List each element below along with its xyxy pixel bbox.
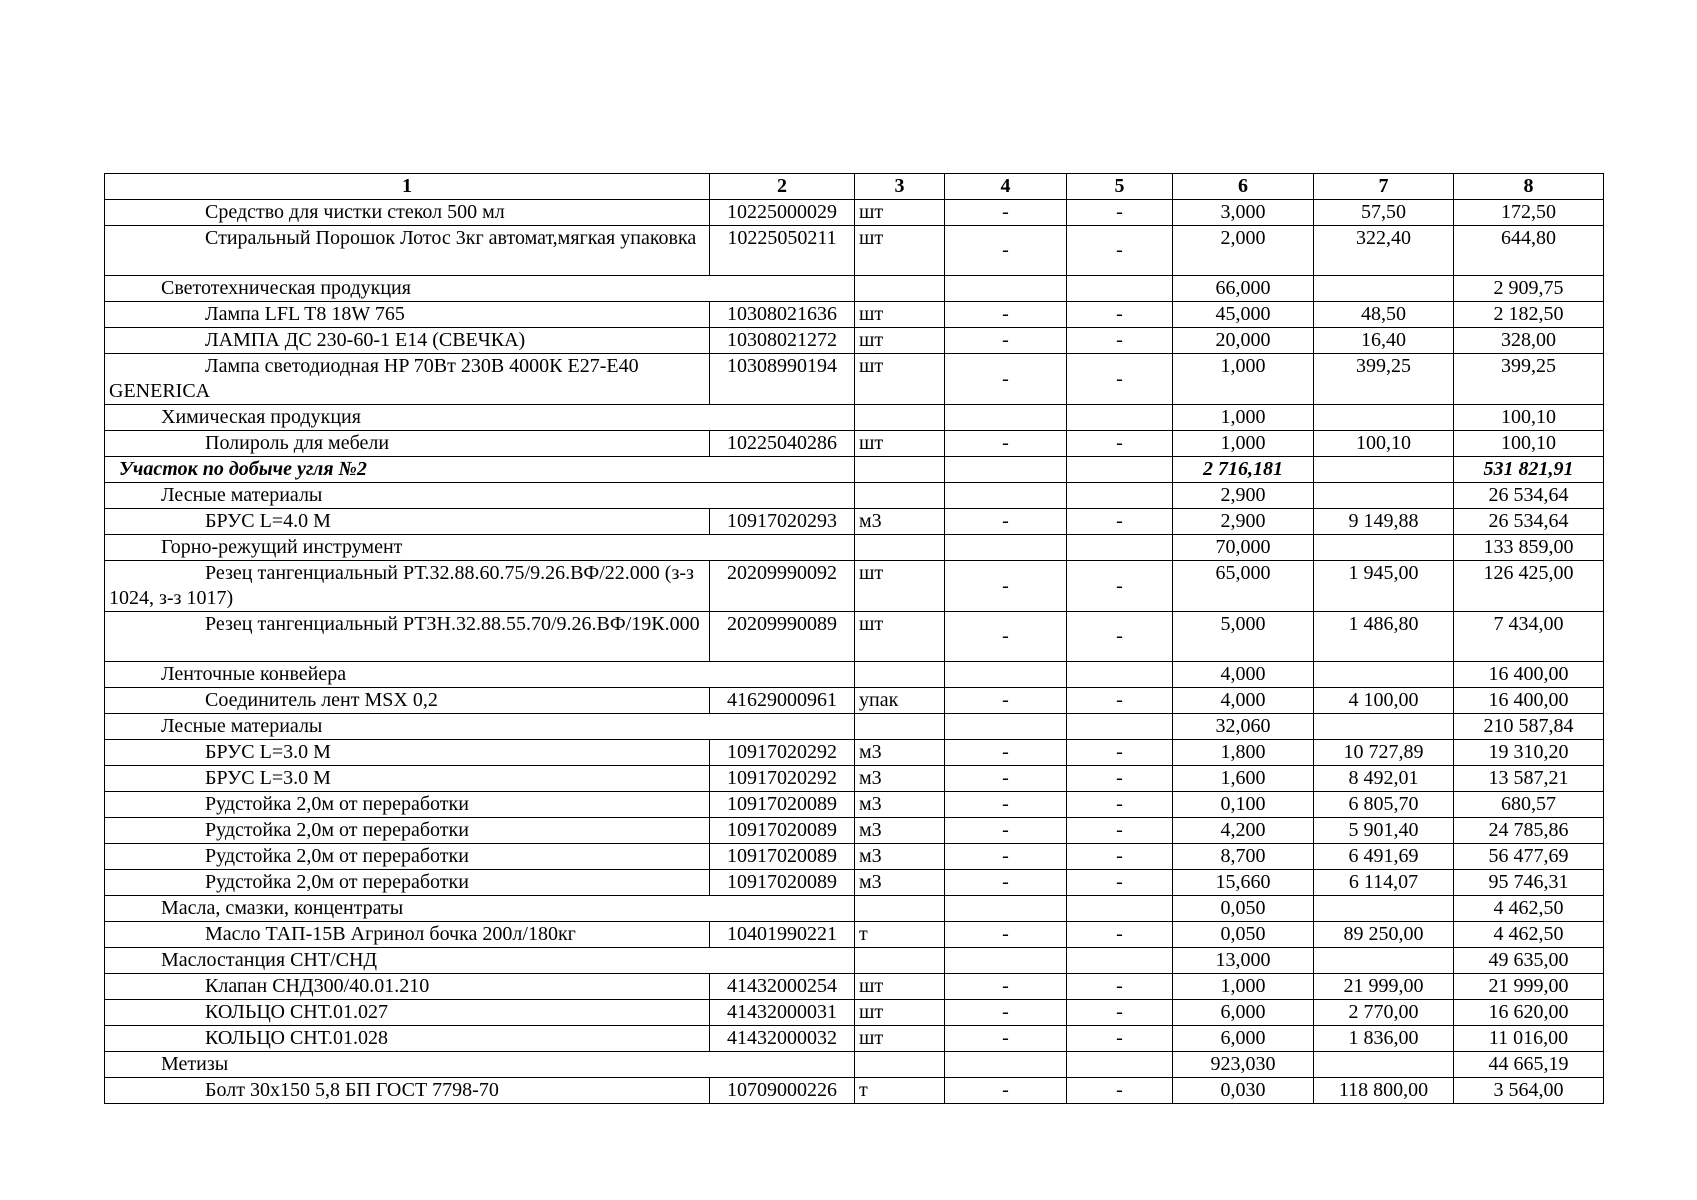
item-name: Масло ТАП-15В Агринол бочка 200л/180кг — [105, 922, 710, 948]
item-name: Лампа LFL T8 18W 765 — [105, 302, 710, 328]
empty-cell — [1314, 535, 1454, 561]
item-col4: - — [945, 818, 1067, 844]
item-code: 10401990221 — [710, 922, 855, 948]
item-col5: - — [1067, 431, 1173, 457]
item-col5: - — [1067, 1078, 1173, 1104]
item-row — [105, 612, 1604, 662]
column-header: 8 — [1454, 174, 1604, 200]
column-header: 6 — [1173, 174, 1314, 200]
item-sum: 126 425,00 — [1454, 561, 1604, 612]
item-unit: т — [855, 922, 945, 948]
item-price: 10 727,89 — [1314, 740, 1454, 766]
item-quantity: 15,660 — [1173, 870, 1314, 896]
item-row — [105, 200, 1604, 226]
empty-cell — [945, 483, 1067, 509]
item-sum: 7 434,00 — [1454, 612, 1604, 662]
empty-cell — [1067, 662, 1173, 688]
empty-cell — [855, 457, 945, 483]
group-name: Маслостанция СНТ/СНД — [105, 948, 855, 974]
item-unit: шт — [855, 200, 945, 226]
item-unit: шт — [855, 612, 945, 662]
group-sum: 44 665,19 — [1454, 1052, 1604, 1078]
item-price: 1 836,00 — [1314, 1026, 1454, 1052]
item-unit: шт — [855, 974, 945, 1000]
materials-table — [104, 173, 1604, 1104]
item-price: 8 492,01 — [1314, 766, 1454, 792]
item-col5: - — [1067, 328, 1173, 354]
item-col4: - — [945, 1026, 1067, 1052]
item-sum: 680,57 — [1454, 792, 1604, 818]
group-name: Ленточные конвейера — [105, 662, 855, 688]
empty-cell — [1067, 948, 1173, 974]
item-col4: - — [945, 200, 1067, 226]
item-price: 6 491,69 — [1314, 844, 1454, 870]
item-unit: шт — [855, 354, 945, 405]
item-unit: м3 — [855, 792, 945, 818]
item-sum: 328,00 — [1454, 328, 1604, 354]
item-row — [105, 226, 1604, 276]
item-quantity: 45,000 — [1173, 302, 1314, 328]
item-col5: - — [1067, 226, 1173, 276]
item-col4: - — [945, 612, 1067, 662]
item-unit: шт — [855, 431, 945, 457]
empty-cell — [855, 405, 945, 431]
item-quantity: 0,100 — [1173, 792, 1314, 818]
item-col4: - — [945, 740, 1067, 766]
item-quantity: 0,030 — [1173, 1078, 1314, 1104]
item-unit: шт — [855, 302, 945, 328]
item-price: 5 901,40 — [1314, 818, 1454, 844]
item-quantity: 1,800 — [1173, 740, 1314, 766]
group-quantity: 13,000 — [1173, 948, 1314, 974]
group-quantity: 1,000 — [1173, 405, 1314, 431]
item-code: 10709000226 — [710, 1078, 855, 1104]
item-name: ЛАМПА ДС 230-60-1 Е14 (СВЕЧКА) — [105, 328, 710, 354]
item-col4: - — [945, 870, 1067, 896]
item-row — [105, 922, 1604, 948]
item-col4: - — [945, 974, 1067, 1000]
group-sum: 210 587,84 — [1454, 714, 1604, 740]
group-quantity: 66,000 — [1173, 276, 1314, 302]
item-code: 10917020089 — [710, 818, 855, 844]
empty-cell — [855, 276, 945, 302]
item-name: Резец тангенциальный РТ.32.88.60.75/9.26.ВФ/22.000 (з-з 1024, з-з 1017) — [105, 561, 710, 612]
empty-cell — [855, 662, 945, 688]
item-col5: - — [1067, 792, 1173, 818]
empty-cell — [855, 714, 945, 740]
item-quantity: 5,000 — [1173, 612, 1314, 662]
group-name: Лесные материалы — [105, 483, 855, 509]
item-code: 10917020089 — [710, 792, 855, 818]
group-quantity: 0,050 — [1173, 896, 1314, 922]
item-code: 10308990194 — [710, 354, 855, 405]
empty-cell — [1314, 896, 1454, 922]
item-row — [105, 509, 1604, 535]
item-code: 10225040286 — [710, 431, 855, 457]
item-sum: 3 564,00 — [1454, 1078, 1604, 1104]
item-quantity: 4,200 — [1173, 818, 1314, 844]
item-col5: - — [1067, 818, 1173, 844]
item-col5: - — [1067, 200, 1173, 226]
item-name: БРУС L=3.0 М — [105, 766, 710, 792]
table-header-row — [105, 174, 1604, 200]
group-row — [105, 535, 1604, 561]
empty-cell — [945, 276, 1067, 302]
item-col5: - — [1067, 922, 1173, 948]
group-sum: 2 909,75 — [1454, 276, 1604, 302]
item-row — [105, 1078, 1604, 1104]
item-code: 10225050211 — [710, 226, 855, 276]
column-header: 5 — [1067, 174, 1173, 200]
item-price: 16,40 — [1314, 328, 1454, 354]
item-name: БРУС L=3.0 М — [105, 740, 710, 766]
item-name: Резец тангенциальный РТЗН.32.88.55.70/9.26.ВФ/19К.000 — [105, 612, 710, 662]
item-code: 10917020292 — [710, 766, 855, 792]
item-sum: 100,10 — [1454, 431, 1604, 457]
item-sum: 172,50 — [1454, 200, 1604, 226]
empty-cell — [945, 457, 1067, 483]
item-col4: - — [945, 922, 1067, 948]
item-sum: 24 785,86 — [1454, 818, 1604, 844]
item-price: 9 149,88 — [1314, 509, 1454, 535]
item-quantity: 20,000 — [1173, 328, 1314, 354]
item-price: 1 486,80 — [1314, 612, 1454, 662]
item-col5: - — [1067, 612, 1173, 662]
item-code: 10917020089 — [710, 844, 855, 870]
item-quantity: 8,700 — [1173, 844, 1314, 870]
item-row — [105, 302, 1604, 328]
item-code: 10308021272 — [710, 328, 855, 354]
group-row — [105, 662, 1604, 688]
empty-cell — [945, 662, 1067, 688]
item-code: 10308021636 — [710, 302, 855, 328]
item-row — [105, 1000, 1604, 1026]
item-price: 100,10 — [1314, 431, 1454, 457]
item-col5: - — [1067, 844, 1173, 870]
section-row — [105, 457, 1604, 483]
empty-cell — [945, 948, 1067, 974]
item-row — [105, 818, 1604, 844]
item-col5: - — [1067, 766, 1173, 792]
group-name: Светотехническая продукция — [105, 276, 855, 302]
item-unit: упак — [855, 688, 945, 714]
group-sum: 16 400,00 — [1454, 662, 1604, 688]
item-code: 10225000029 — [710, 200, 855, 226]
item-sum: 16 620,00 — [1454, 1000, 1604, 1026]
item-name: Стиральный Порошок Лотос 3кг автомат,мягкая упаковка — [105, 226, 710, 276]
item-col4: - — [945, 302, 1067, 328]
item-price: 322,40 — [1314, 226, 1454, 276]
item-name: КОЛЬЦО СНТ.01.028 — [105, 1026, 710, 1052]
group-row — [105, 896, 1604, 922]
group-name: Химическая продукция — [105, 405, 855, 431]
item-row — [105, 328, 1604, 354]
column-header: 7 — [1314, 174, 1454, 200]
group-row — [105, 276, 1604, 302]
empty-cell — [945, 896, 1067, 922]
item-col4: - — [945, 792, 1067, 818]
item-name: Средство для чистки стекол 500 мл — [105, 200, 710, 226]
item-price: 89 250,00 — [1314, 922, 1454, 948]
item-sum: 644,80 — [1454, 226, 1604, 276]
item-code: 20209990089 — [710, 612, 855, 662]
item-col4: - — [945, 328, 1067, 354]
item-price: 4 100,00 — [1314, 688, 1454, 714]
item-row — [105, 431, 1604, 457]
item-code: 41629000961 — [710, 688, 855, 714]
empty-cell — [855, 535, 945, 561]
column-header: 3 — [855, 174, 945, 200]
item-name: КОЛЬЦО СНТ.01.027 — [105, 1000, 710, 1026]
item-unit: шт — [855, 328, 945, 354]
empty-cell — [1067, 1052, 1173, 1078]
item-code: 41432000031 — [710, 1000, 855, 1026]
item-sum: 21 999,00 — [1454, 974, 1604, 1000]
item-col4: - — [945, 509, 1067, 535]
group-name: Масла, смазки, концентраты — [105, 896, 855, 922]
item-price: 21 999,00 — [1314, 974, 1454, 1000]
item-price: 6 805,70 — [1314, 792, 1454, 818]
item-name: Болт 30x150 5,8 БП ГОСТ 7798-70 — [105, 1078, 710, 1104]
item-row — [105, 688, 1604, 714]
item-sum: 399,25 — [1454, 354, 1604, 405]
group-quantity: 4,000 — [1173, 662, 1314, 688]
item-row — [105, 766, 1604, 792]
section-name: Участок по добыче угля №2 — [105, 457, 855, 483]
item-col4: - — [945, 561, 1067, 612]
item-code: 41432000254 — [710, 974, 855, 1000]
item-unit: м3 — [855, 509, 945, 535]
item-name: БРУС L=4.0 М — [105, 509, 710, 535]
item-unit: м3 — [855, 844, 945, 870]
item-code: 10917020089 — [710, 870, 855, 896]
item-col5: - — [1067, 1000, 1173, 1026]
item-quantity: 2,000 — [1173, 226, 1314, 276]
item-quantity: 1,600 — [1173, 766, 1314, 792]
item-row — [105, 740, 1604, 766]
item-quantity: 6,000 — [1173, 1026, 1314, 1052]
item-sum: 26 534,64 — [1454, 509, 1604, 535]
group-row — [105, 1052, 1604, 1078]
group-row — [105, 948, 1604, 974]
empty-cell — [855, 948, 945, 974]
section-quantity: 2 716,181 — [1173, 457, 1314, 483]
item-sum: 19 310,20 — [1454, 740, 1604, 766]
empty-cell — [1314, 405, 1454, 431]
empty-cell — [1067, 276, 1173, 302]
group-quantity: 32,060 — [1173, 714, 1314, 740]
empty-cell — [1067, 896, 1173, 922]
item-unit: т — [855, 1078, 945, 1104]
group-sum: 49 635,00 — [1454, 948, 1604, 974]
group-sum: 26 534,64 — [1454, 483, 1604, 509]
item-row — [105, 354, 1604, 405]
item-name: Лампа светодиодная HP 70Вт 230В 4000К E27-E40 GENERICA — [105, 354, 710, 405]
empty-cell — [945, 1052, 1067, 1078]
item-quantity: 1,000 — [1173, 431, 1314, 457]
item-sum: 4 462,50 — [1454, 922, 1604, 948]
item-quantity: 4,000 — [1173, 688, 1314, 714]
group-quantity: 923,030 — [1173, 1052, 1314, 1078]
item-sum: 16 400,00 — [1454, 688, 1604, 714]
item-unit: м3 — [855, 766, 945, 792]
group-quantity: 70,000 — [1173, 535, 1314, 561]
group-row — [105, 405, 1604, 431]
empty-cell — [1314, 276, 1454, 302]
column-header: 4 — [945, 174, 1067, 200]
group-row — [105, 714, 1604, 740]
item-col5: - — [1067, 354, 1173, 405]
empty-cell — [1314, 457, 1454, 483]
empty-cell — [1067, 714, 1173, 740]
item-col4: - — [945, 766, 1067, 792]
item-code: 10917020292 — [710, 740, 855, 766]
empty-cell — [945, 535, 1067, 561]
item-price: 6 114,07 — [1314, 870, 1454, 896]
item-price: 2 770,00 — [1314, 1000, 1454, 1026]
item-unit: шт — [855, 226, 945, 276]
item-row — [105, 561, 1604, 612]
item-unit: м3 — [855, 740, 945, 766]
empty-cell — [855, 896, 945, 922]
empty-cell — [1314, 662, 1454, 688]
empty-cell — [1067, 483, 1173, 509]
item-unit: шт — [855, 561, 945, 612]
item-col5: - — [1067, 740, 1173, 766]
item-col4: - — [945, 1078, 1067, 1104]
item-name: Клапан СНД300/40.01.210 — [105, 974, 710, 1000]
empty-cell — [1067, 535, 1173, 561]
item-col4: - — [945, 354, 1067, 405]
group-row — [105, 483, 1604, 509]
item-quantity: 1,000 — [1173, 354, 1314, 405]
empty-cell — [855, 483, 945, 509]
item-code: 20209990092 — [710, 561, 855, 612]
item-col5: - — [1067, 974, 1173, 1000]
column-header: 1 — [105, 174, 710, 200]
item-col4: - — [945, 226, 1067, 276]
item-code: 41432000032 — [710, 1026, 855, 1052]
item-col5: - — [1067, 509, 1173, 535]
item-row — [105, 974, 1604, 1000]
item-col5: - — [1067, 302, 1173, 328]
item-unit: м3 — [855, 870, 945, 896]
item-name: Рудстойка 2,0м от переработки — [105, 818, 710, 844]
item-unit: шт — [855, 1000, 945, 1026]
column-header: 2 — [710, 174, 855, 200]
item-quantity: 2,900 — [1173, 509, 1314, 535]
item-price: 1 945,00 — [1314, 561, 1454, 612]
item-col5: - — [1067, 1026, 1173, 1052]
group-name: Метизы — [105, 1052, 855, 1078]
item-row — [105, 844, 1604, 870]
item-sum: 56 477,69 — [1454, 844, 1604, 870]
item-code: 10917020293 — [710, 509, 855, 535]
item-col4: - — [945, 431, 1067, 457]
item-col5: - — [1067, 688, 1173, 714]
item-price: 399,25 — [1314, 354, 1454, 405]
item-name: Рудстойка 2,0м от переработки — [105, 870, 710, 896]
group-quantity: 2,900 — [1173, 483, 1314, 509]
empty-cell — [1314, 948, 1454, 974]
item-col5: - — [1067, 870, 1173, 896]
item-sum: 13 587,21 — [1454, 766, 1604, 792]
item-quantity: 0,050 — [1173, 922, 1314, 948]
empty-cell — [1067, 405, 1173, 431]
section-sum: 531 821,91 — [1454, 457, 1604, 483]
group-name: Горно-режущий инструмент — [105, 535, 855, 561]
item-quantity: 1,000 — [1173, 974, 1314, 1000]
empty-cell — [945, 405, 1067, 431]
item-row — [105, 792, 1604, 818]
item-quantity: 3,000 — [1173, 200, 1314, 226]
item-sum: 2 182,50 — [1454, 302, 1604, 328]
empty-cell — [1314, 483, 1454, 509]
group-name: Лесные материалы — [105, 714, 855, 740]
item-unit: м3 — [855, 818, 945, 844]
item-quantity: 65,000 — [1173, 561, 1314, 612]
item-price: 118 800,00 — [1314, 1078, 1454, 1104]
group-sum: 4 462,50 — [1454, 896, 1604, 922]
item-row — [105, 1026, 1604, 1052]
empty-cell — [1314, 1052, 1454, 1078]
item-name: Рудстойка 2,0м от переработки — [105, 792, 710, 818]
item-sum: 11 016,00 — [1454, 1026, 1604, 1052]
item-row — [105, 870, 1604, 896]
item-col4: - — [945, 844, 1067, 870]
group-sum: 100,10 — [1454, 405, 1604, 431]
item-col4: - — [945, 688, 1067, 714]
item-name: Полироль для мебели — [105, 431, 710, 457]
item-col4: - — [945, 1000, 1067, 1026]
empty-cell — [1314, 714, 1454, 740]
item-price: 57,50 — [1314, 200, 1454, 226]
item-unit: шт — [855, 1026, 945, 1052]
group-sum: 133 859,00 — [1454, 535, 1604, 561]
item-quantity: 6,000 — [1173, 1000, 1314, 1026]
item-col5: - — [1067, 561, 1173, 612]
item-name: Соединитель лент MSX 0,2 — [105, 688, 710, 714]
table-body — [105, 174, 1604, 1104]
item-price: 48,50 — [1314, 302, 1454, 328]
empty-cell — [855, 1052, 945, 1078]
item-name: Рудстойка 2,0м от переработки — [105, 844, 710, 870]
item-sum: 95 746,31 — [1454, 870, 1604, 896]
empty-cell — [1067, 457, 1173, 483]
empty-cell — [945, 714, 1067, 740]
